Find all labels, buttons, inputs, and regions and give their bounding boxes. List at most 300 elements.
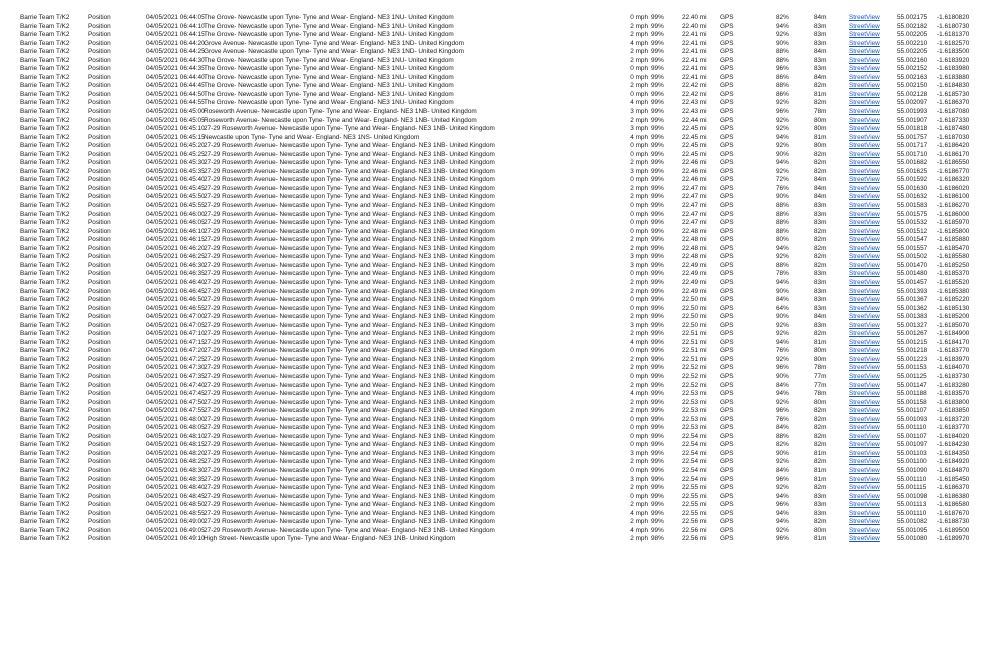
streetview-link[interactable]: StreetView	[849, 65, 880, 73]
longitude-cell: -1.6184920	[937, 458, 970, 466]
longitude-cell: -1.6184170	[937, 338, 970, 346]
longitude-cell: -1.6185380	[937, 287, 970, 295]
streetview-link[interactable]: StreetView	[849, 236, 880, 244]
datetime-cell: 04/05/2021 06:49:10	[146, 535, 205, 543]
datetime-cell: 04/05/2021 06:48:40	[146, 484, 205, 492]
percent-cell: 99%	[651, 193, 664, 201]
address-cell: 27-29 Roseworth Avenue- Newcastle upon Tyne- Tyne and Wear- England- NE3 1NB- United Kingdom	[204, 142, 495, 150]
speed-cell: 2 mph	[630, 82, 648, 90]
accuracy-cell: 82m	[814, 227, 827, 235]
streetview-link[interactable]: StreetView	[849, 116, 880, 124]
streetview-link[interactable]: StreetView	[849, 415, 880, 423]
team-cell: Barrie Team T/K2	[20, 270, 70, 278]
longitude-cell: -1.6187670	[937, 509, 970, 517]
longitude-cell: -1.6183970	[937, 355, 970, 363]
address-cell: 27-29 Roseworth Avenue- Newcastle upon Tyne- Tyne and Wear- England- NE3 1NB- United Kingdom	[204, 518, 495, 526]
address-cell: 27-29 Roseworth Avenue- Newcastle upon Tyne- Tyne and Wear- England- NE3 1NB- United Kingdom	[204, 184, 495, 192]
streetview-link[interactable]: StreetView	[849, 202, 880, 210]
source-cell: GPS	[720, 390, 734, 398]
percent-cell: 99%	[651, 449, 664, 457]
latitude-cell: 55.002152	[897, 65, 928, 73]
streetview-link[interactable]: StreetView	[849, 39, 880, 47]
battery-cell: 96%	[776, 364, 789, 372]
address-cell: Roseworth Avenue- Newcastle upon Tyne- Tyne and Wear- England- NE3 1NB- United Kingdom	[204, 108, 477, 116]
longitude-cell: -1.6187030	[937, 133, 970, 141]
team-cell: Barrie Team T/K2	[20, 424, 70, 432]
streetview-link[interactable]: StreetView	[849, 142, 880, 150]
latitude-cell: 55.001583	[897, 202, 928, 210]
source-cell: GPS	[720, 202, 734, 210]
distance-cell: 22.50 mi	[682, 304, 707, 312]
record-type-cell: Position	[88, 159, 111, 167]
record-type-cell: Position	[88, 347, 111, 355]
address-cell: Grove Avenue- Newcastle upon Tyne- Tyne and Wear- England- NE3 1ND- United Kingdom	[204, 39, 464, 47]
longitude-cell: -1.6185730	[937, 90, 970, 98]
longitude-cell: -1.6186020	[937, 184, 970, 192]
speed-cell: 0 mph	[630, 424, 648, 432]
streetview-link[interactable]: StreetView	[849, 253, 880, 261]
source-cell: GPS	[720, 261, 734, 269]
accuracy-cell: 83m	[814, 287, 827, 295]
datetime-cell: 04/05/2021 06:46:50	[146, 296, 205, 304]
accuracy-cell: 81m	[814, 535, 827, 543]
datetime-cell: 04/05/2021 06:47:00	[146, 313, 205, 321]
latitude-cell: 55.001218	[897, 347, 928, 355]
streetview-link[interactable]: StreetView	[849, 14, 880, 21]
accuracy-cell: 82m	[814, 424, 827, 432]
record-type-cell: Position	[88, 372, 111, 380]
team-cell: Barrie Team T/K2	[20, 116, 70, 124]
streetview-link[interactable]: StreetView	[849, 449, 880, 457]
table-row	[0, 48, 1000, 57]
datetime-cell: 04/05/2021 06:45:15	[146, 133, 205, 141]
battery-cell: 92%	[776, 398, 789, 406]
source-cell: GPS	[720, 14, 734, 21]
streetview-link[interactable]: StreetView	[849, 227, 880, 235]
record-type-cell: Position	[88, 219, 111, 227]
streetview-link[interactable]: StreetView	[849, 432, 880, 440]
team-cell: Barrie Team T/K2	[20, 526, 70, 534]
source-cell: GPS	[720, 407, 734, 415]
streetview-link[interactable]: StreetView	[849, 219, 880, 227]
latitude-cell: 55.001710	[897, 150, 928, 158]
record-type-cell: Position	[88, 321, 111, 329]
longitude-cell: -1.6185800	[937, 227, 970, 235]
longitude-cell: -1.6184020	[937, 432, 970, 440]
record-type-cell: Position	[88, 526, 111, 534]
latitude-cell: 55.001103	[897, 449, 927, 457]
distance-cell: 22.53 mi	[682, 407, 707, 415]
source-cell: GPS	[720, 133, 734, 141]
latitude-cell: 55.001093	[897, 415, 928, 423]
distance-cell: 22.56 mi	[682, 535, 707, 543]
distance-cell: 22.51 mi	[682, 330, 707, 338]
source-cell: GPS	[720, 270, 734, 278]
streetview-link[interactable]: StreetView	[849, 390, 880, 398]
battery-cell: 76%	[776, 415, 789, 423]
longitude-cell: -1.6183880	[937, 73, 970, 81]
team-cell: Barrie Team T/K2	[20, 65, 70, 73]
latitude-cell: 55.001532	[897, 219, 928, 227]
battery-cell: 92%	[776, 167, 789, 175]
distance-cell: 22.51 mi	[682, 347, 707, 355]
address-cell: The Grove- Newcastle upon Tyne- Tyne and Wear- England- NE3 1NU- United Kingdom	[204, 99, 454, 107]
source-cell: GPS	[720, 509, 734, 517]
source-cell: GPS	[720, 39, 734, 47]
streetview-link[interactable]: StreetView	[849, 82, 880, 90]
record-type-cell: Position	[88, 364, 111, 372]
latitude-cell: 55.002205	[897, 48, 928, 56]
percent-cell: 99%	[651, 219, 664, 227]
record-type-cell: Position	[88, 398, 111, 406]
streetview-link[interactable]: StreetView	[849, 108, 880, 116]
record-type-cell: Position	[88, 475, 111, 483]
accuracy-cell: 78m	[814, 390, 827, 398]
percent-cell: 99%	[651, 270, 664, 278]
battery-cell: 86%	[776, 73, 789, 81]
distance-cell: 22.49 mi	[682, 270, 707, 278]
streetview-link[interactable]: StreetView	[849, 364, 880, 372]
streetview-link[interactable]: StreetView	[849, 492, 880, 500]
streetview-link[interactable]: StreetView	[849, 475, 880, 483]
team-cell: Barrie Team T/K2	[20, 210, 70, 218]
address-cell: 27-29 Roseworth Avenue- Newcastle upon Tyne- Tyne and Wear- England- NE3 1NB- United Kingdom	[204, 125, 495, 133]
record-type-cell: Position	[88, 338, 111, 346]
battery-cell: 88%	[776, 82, 789, 90]
table-row	[0, 330, 1000, 339]
source-cell: GPS	[720, 236, 734, 244]
accuracy-cell: 83m	[814, 210, 827, 218]
streetview-link[interactable]: StreetView	[849, 381, 880, 389]
address-cell: 27-29 Roseworth Avenue- Newcastle upon Tyne- Tyne and Wear- England- NE3 1NB- United Kingdom	[204, 381, 495, 389]
streetview-link[interactable]: StreetView	[849, 321, 880, 329]
percent-cell: 99%	[651, 338, 664, 346]
team-cell: Barrie Team T/K2	[20, 99, 70, 107]
streetview-link[interactable]: StreetView	[849, 304, 880, 312]
latitude-cell: 55.001512	[897, 227, 928, 235]
percent-cell: 99%	[651, 381, 664, 389]
streetview-link[interactable]: StreetView	[849, 22, 880, 30]
streetview-link[interactable]: StreetView	[849, 56, 880, 64]
percent-cell: 99%	[651, 509, 664, 517]
record-type-cell: Position	[88, 270, 111, 278]
percent-cell: 99%	[651, 202, 664, 210]
accuracy-cell: 82m	[814, 484, 827, 492]
team-cell: Barrie Team T/K2	[20, 449, 70, 457]
longitude-cell: -1.6184230	[937, 441, 970, 449]
latitude-cell: 55.001107	[897, 407, 927, 415]
streetview-link[interactable]: StreetView	[849, 398, 880, 406]
accuracy-cell: 80m	[814, 355, 827, 363]
team-cell: Barrie Team T/K2	[20, 14, 70, 21]
latitude-cell: 55.001757	[897, 133, 928, 141]
accuracy-cell: 83m	[814, 492, 827, 500]
distance-cell: 22.47 mi	[682, 184, 707, 192]
table-row	[0, 176, 1000, 185]
table-row	[0, 236, 1000, 245]
streetview-link[interactable]: StreetView	[849, 167, 880, 175]
longitude-cell: -1.6186170	[937, 150, 970, 158]
speed-cell: 0 mph	[630, 372, 648, 380]
team-cell: Barrie Team T/K2	[20, 432, 70, 440]
team-cell: Barrie Team T/K2	[20, 475, 70, 483]
accuracy-cell: 80m	[814, 526, 827, 534]
address-cell: 27-29 Roseworth Avenue- Newcastle upon Tyne- Tyne and Wear- England- NE3 1NB- United Kingdom	[204, 287, 495, 295]
table-row	[0, 228, 1000, 237]
speed-cell: 0 mph	[630, 432, 648, 440]
latitude-cell: 55.001097	[897, 441, 928, 449]
streetview-link[interactable]: StreetView	[849, 287, 880, 295]
source-cell: GPS	[720, 193, 734, 201]
record-type-cell: Position	[88, 330, 111, 338]
battery-cell: 94%	[776, 278, 789, 286]
streetview-link[interactable]: StreetView	[849, 159, 880, 167]
speed-cell: 2 mph	[630, 355, 648, 363]
battery-cell: 80%	[776, 236, 789, 244]
accuracy-cell: 84m	[814, 313, 827, 321]
accuracy-cell: 81m	[814, 133, 827, 141]
accuracy-cell: 82m	[814, 518, 827, 526]
record-type-cell: Position	[88, 484, 111, 492]
streetview-link[interactable]: StreetView	[849, 73, 880, 81]
battery-cell: 96%	[776, 535, 789, 543]
streetview-link[interactable]: StreetView	[849, 133, 880, 141]
table-row	[0, 296, 1000, 305]
record-type-cell: Position	[88, 82, 111, 90]
speed-cell: 0 mph	[630, 210, 648, 218]
percent-cell: 99%	[651, 108, 664, 116]
address-cell: 27-29 Roseworth Avenue- Newcastle upon Tyne- Tyne and Wear- England- NE3 1NB- United Kingdom	[204, 466, 495, 474]
table-row	[0, 279, 1000, 288]
datetime-cell: 04/05/2021 06:46:40	[146, 278, 205, 286]
streetview-link[interactable]: StreetView	[849, 424, 880, 432]
address-cell: 27-29 Roseworth Avenue- Newcastle upon Tyne- Tyne and Wear- England- NE3 1NB- United Kingdom	[204, 202, 495, 210]
speed-cell: 2 mph	[630, 48, 648, 56]
streetview-link[interactable]: StreetView	[849, 176, 880, 184]
streetview-link[interactable]: StreetView	[849, 90, 880, 98]
speed-cell: 2 mph	[630, 116, 648, 124]
battery-cell: 90%	[776, 39, 789, 47]
datetime-cell: 04/05/2021 06:49:05	[146, 526, 205, 534]
streetview-link[interactable]: StreetView	[849, 270, 880, 278]
battery-cell: 88%	[776, 219, 789, 227]
datetime-cell: 04/05/2021 06:45:20	[146, 142, 205, 150]
datetime-cell: 04/05/2021 06:48:50	[146, 501, 205, 509]
speed-cell: 3 mph	[630, 261, 648, 269]
speed-cell: 0 mph	[630, 90, 648, 98]
record-type-cell: Position	[88, 193, 111, 201]
streetview-link[interactable]: StreetView	[849, 99, 880, 107]
datetime-cell: 04/05/2021 06:48:15	[146, 441, 205, 449]
address-cell: The Grove- Newcastle upon Tyne- Tyne and Wear- England- NE3 1NU- United Kingdom	[204, 90, 454, 98]
longitude-cell: -1.6185520	[937, 278, 970, 286]
source-cell: GPS	[720, 526, 734, 534]
speed-cell: 2 mph	[630, 398, 648, 406]
distance-cell: 22.46 mi	[682, 167, 707, 175]
table-row	[0, 373, 1000, 382]
accuracy-cell: 80m	[814, 347, 827, 355]
battery-cell: 84%	[776, 296, 789, 304]
battery-cell: 92%	[776, 142, 789, 150]
team-cell: Barrie Team T/K2	[20, 313, 70, 321]
longitude-cell: -1.6180820	[937, 14, 970, 21]
speed-cell: 2 mph	[630, 484, 648, 492]
percent-cell: 99%	[651, 347, 664, 355]
table-row	[0, 108, 1000, 117]
table-row	[0, 510, 1000, 519]
latitude-cell: 55.001267	[897, 330, 928, 338]
datetime-cell: 04/05/2021 06:44:40	[146, 73, 205, 81]
battery-cell: 96%	[776, 108, 789, 116]
distance-cell: 22.43 mi	[682, 108, 707, 116]
streetview-link[interactable]: StreetView	[849, 150, 880, 158]
accuracy-cell: 78m	[814, 364, 827, 372]
accuracy-cell: 83m	[814, 31, 827, 39]
streetview-link[interactable]: StreetView	[849, 518, 880, 526]
battery-cell: 92%	[776, 116, 789, 124]
accuracy-cell: 82m	[814, 99, 827, 107]
streetview-link[interactable]: StreetView	[849, 210, 880, 218]
datetime-cell: 04/05/2021 06:47:35	[146, 372, 205, 380]
source-cell: GPS	[720, 176, 734, 184]
address-cell: The Grove- Newcastle upon Tyne- Tyne and Wear- England- NE3 1NU- United Kingdom	[204, 56, 454, 64]
streetview-link[interactable]: StreetView	[849, 313, 880, 321]
speed-cell: 0 mph	[630, 14, 648, 21]
percent-cell: 99%	[651, 39, 664, 47]
distance-cell: 22.52 mi	[682, 372, 707, 380]
source-cell: GPS	[720, 458, 734, 466]
streetview-link[interactable]: StreetView	[849, 407, 880, 415]
latitude-cell: 55.001818	[897, 125, 928, 133]
percent-cell: 99%	[651, 65, 664, 73]
streetview-link[interactable]: StreetView	[849, 244, 880, 252]
streetview-link[interactable]: StreetView	[849, 330, 880, 338]
percent-cell: 99%	[651, 167, 664, 175]
percent-cell: 99%	[651, 424, 664, 432]
streetview-link[interactable]: StreetView	[849, 535, 880, 543]
streetview-link[interactable]: StreetView	[849, 48, 880, 56]
address-cell: The Grove- Newcastle upon Tyne- Tyne and Wear- England- NE3 1NU- United Kingdom	[204, 14, 454, 21]
address-cell: 27-29 Roseworth Avenue- Newcastle upon Tyne- Tyne and Wear- England- NE3 1NB- United Kingdom	[204, 193, 495, 201]
battery-cell: 92%	[776, 99, 789, 107]
address-cell: 27-29 Roseworth Avenue- Newcastle upon Tyne- Tyne and Wear- England- NE3 1NB- United Kingdom	[204, 364, 495, 372]
streetview-link[interactable]: StreetView	[849, 526, 880, 534]
streetview-link[interactable]: StreetView	[849, 441, 880, 449]
source-cell: GPS	[720, 535, 734, 543]
record-type-cell: Position	[88, 407, 111, 415]
distance-cell: 22.48 mi	[682, 253, 707, 261]
latitude-cell: 55.001110	[897, 424, 927, 432]
streetview-link[interactable]: StreetView	[849, 193, 880, 201]
longitude-cell: -1.6182570	[937, 39, 970, 47]
source-cell: GPS	[720, 432, 734, 440]
distance-cell: 22.50 mi	[682, 321, 707, 329]
distance-cell: 22.48 mi	[682, 244, 707, 252]
battery-cell: 88%	[776, 432, 789, 440]
team-cell: Barrie Team T/K2	[20, 125, 70, 133]
streetview-link[interactable]: StreetView	[849, 458, 880, 466]
source-cell: GPS	[720, 492, 734, 500]
address-cell: 27-29 Roseworth Avenue- Newcastle upon Tyne- Tyne and Wear- England- NE3 1NB- United Kingdom	[204, 509, 495, 517]
record-type-cell: Position	[88, 278, 111, 286]
table-row	[0, 219, 1000, 228]
battery-cell: 92%	[776, 355, 789, 363]
streetview-link[interactable]: StreetView	[849, 125, 880, 133]
latitude-cell: 55.002160	[897, 56, 928, 64]
speed-cell: 0 mph	[630, 441, 648, 449]
longitude-cell: -1.6184870	[937, 466, 970, 474]
address-cell: The Grove- Newcastle upon Tyne- Tyne and Wear- England- NE3 1NU- United Kingdom	[204, 73, 454, 81]
datetime-cell: 04/05/2021 06:46:55	[146, 304, 205, 312]
percent-cell: 99%	[651, 261, 664, 269]
distance-cell: 22.41 mi	[682, 56, 707, 64]
address-cell: Grove Avenue- Newcastle upon Tyne- Tyne and Wear- England- NE3 1ND- United Kingdom	[204, 48, 464, 56]
streetview-link[interactable]: StreetView	[849, 278, 880, 286]
datetime-cell: 04/05/2021 06:44:55	[146, 99, 205, 107]
battery-cell: 96%	[776, 501, 789, 509]
percent-cell: 99%	[651, 287, 664, 295]
battery-cell: 92%	[776, 484, 789, 492]
table-row	[0, 416, 1000, 425]
table-row	[0, 151, 1000, 160]
speed-cell: 2 mph	[630, 330, 648, 338]
longitude-cell: -1.6186380	[937, 492, 970, 500]
latitude-cell: 55.001158	[897, 398, 927, 406]
longitude-cell: -1.6183720	[937, 415, 970, 423]
accuracy-cell: 84m	[814, 73, 827, 81]
battery-cell: 88%	[776, 227, 789, 235]
streetview-link[interactable]: StreetView	[849, 184, 880, 192]
streetview-link[interactable]: StreetView	[849, 347, 880, 355]
streetview-link[interactable]: StreetView	[849, 296, 880, 304]
table-row	[0, 390, 1000, 399]
longitude-cell: -1.6186270	[937, 202, 970, 210]
source-cell: GPS	[720, 381, 734, 389]
streetview-link[interactable]: StreetView	[849, 484, 880, 492]
accuracy-cell: 84m	[814, 193, 827, 201]
address-cell: Newcastle upon Tyne- Tyne and Wear- England- NE3 1NS- United Kingdom	[204, 133, 420, 141]
team-cell: Barrie Team T/K2	[20, 535, 70, 543]
table-row	[0, 476, 1000, 485]
accuracy-cell: 82m	[814, 244, 827, 252]
streetview-link[interactable]: StreetView	[849, 261, 880, 269]
datetime-cell: 04/05/2021 06:45:25	[146, 150, 205, 158]
address-cell: 27-29 Roseworth Avenue- Newcastle upon Tyne- Tyne and Wear- England- NE3 1NB- United Kingdom	[204, 526, 495, 534]
latitude-cell: 55.001480	[897, 270, 928, 278]
table-row	[0, 305, 1000, 314]
datetime-cell: 04/05/2021 06:47:20	[146, 347, 205, 355]
streetview-link[interactable]: StreetView	[849, 466, 880, 474]
datetime-cell: 04/05/2021 06:49:00	[146, 518, 205, 526]
team-cell: Barrie Team T/K2	[20, 82, 70, 90]
accuracy-cell: 82m	[814, 253, 827, 261]
battery-cell: 94%	[776, 22, 789, 30]
streetview-link[interactable]: StreetView	[849, 338, 880, 346]
streetview-link[interactable]: StreetView	[849, 355, 880, 363]
streetview-link[interactable]: StreetView	[849, 31, 880, 39]
record-type-cell: Position	[88, 253, 111, 261]
accuracy-cell: 83m	[814, 304, 827, 312]
table-row	[0, 125, 1000, 134]
distance-cell: 22.45 mi	[682, 150, 707, 158]
streetview-link[interactable]: StreetView	[849, 372, 880, 380]
streetview-link[interactable]: StreetView	[849, 501, 880, 509]
streetview-link[interactable]: StreetView	[849, 509, 880, 517]
team-cell: Barrie Team T/K2	[20, 278, 70, 286]
battery-cell: 92%	[776, 321, 789, 329]
longitude-cell: -1.6186420	[937, 142, 970, 150]
latitude-cell: 55.001682	[897, 159, 928, 167]
